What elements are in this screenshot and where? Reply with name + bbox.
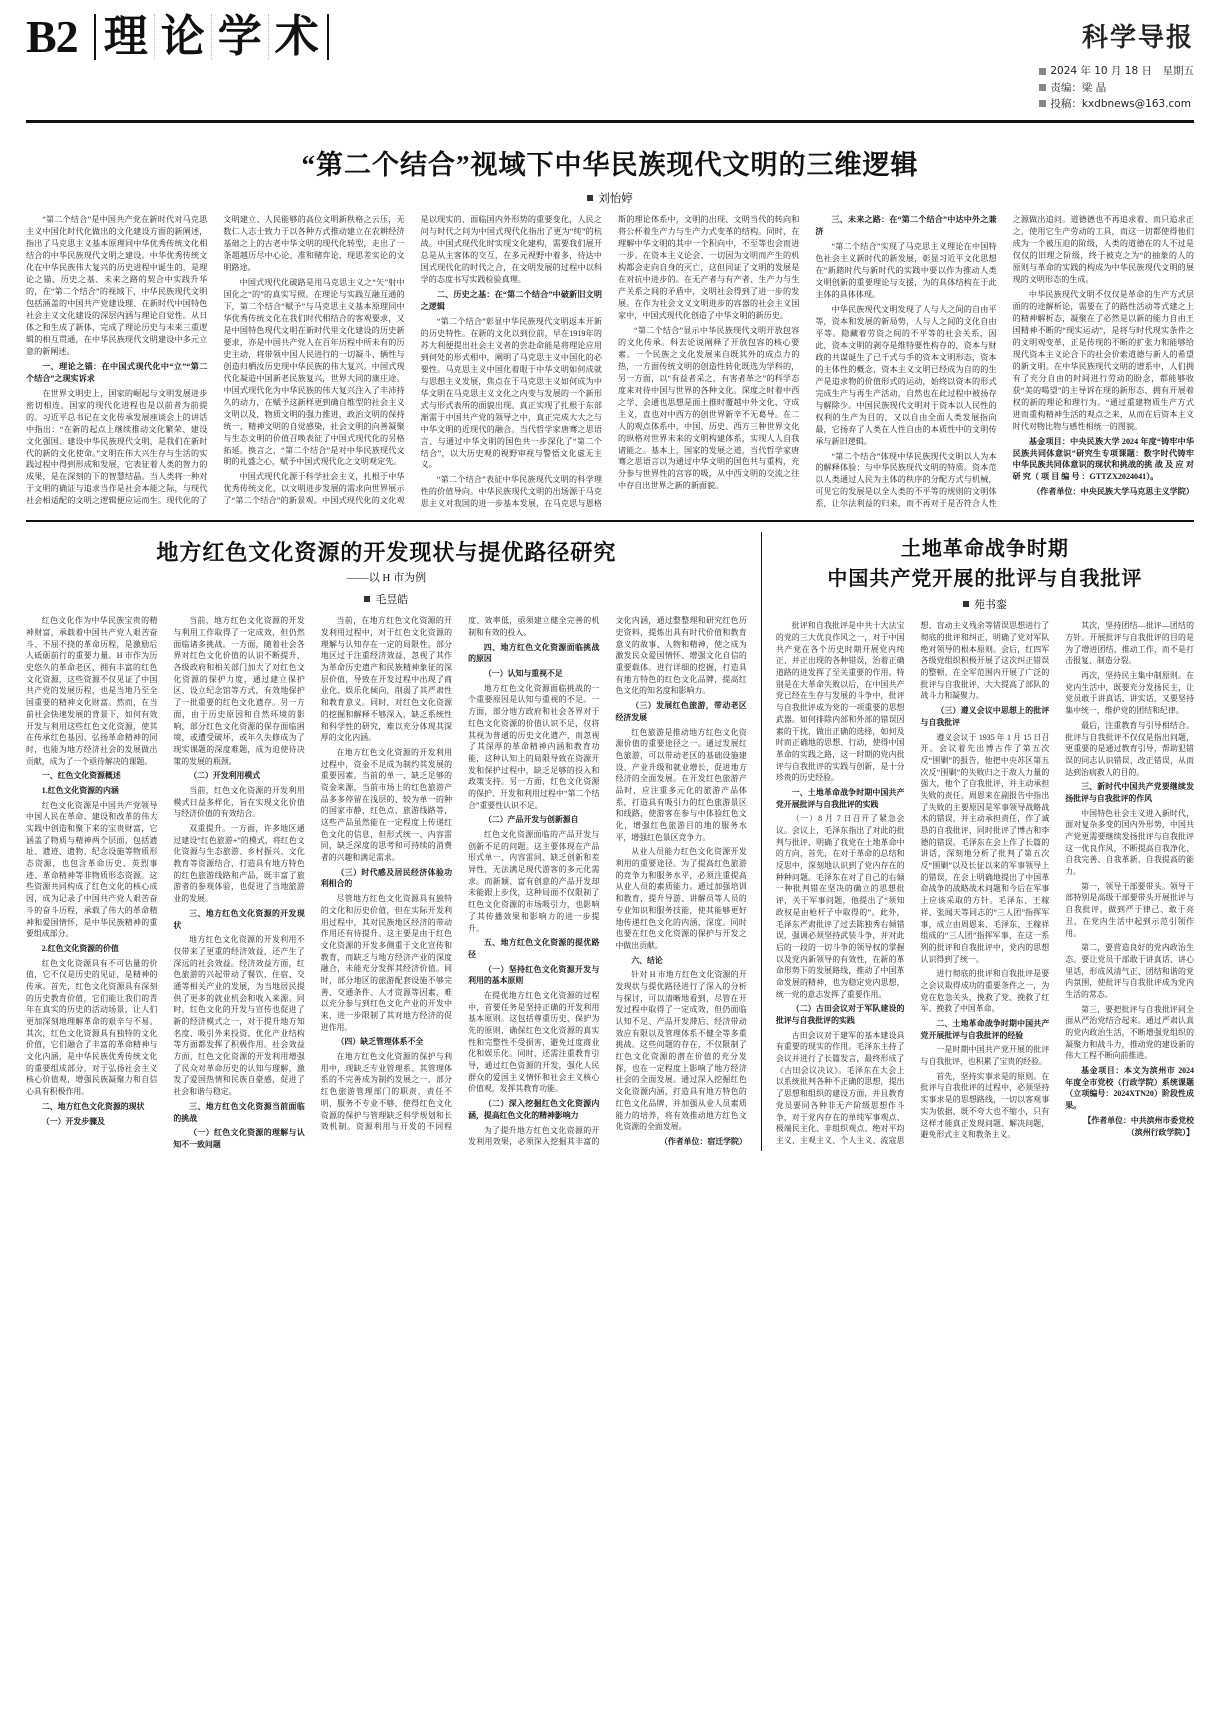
subheading: （一）坚持红色文化资源开发与利用的基本原则 xyxy=(468,964,600,986)
subheading: 六、结论 xyxy=(631,955,663,965)
paragraph: 中国式现代化源于科学社会主义，扎根于中华优秀传统文化，以文明进步发展的需求向世界展示了“第二个结合”的新景观。中国式现代化的文化观是以现实的、面临国内外形势的重要变化，人民之问与时代之问为中国式现代化指出了更为“纯”的杭战。中国式现代化时实现文化建构，需要我们展开总是从主客体的交互，在多元视野中着多，待达中国式现代化的时代之合，在文明发展的过程中以科学的态度书写实践检验真理。 xyxy=(223,215,602,506)
section-title-char-4: 术 xyxy=(274,12,319,61)
paragraph: 红色旅游是推动地方红色文化资源价值的重要途径之一。通过发展红色旅游，可以带动老区的基础设施建设、产业升级和就业增长，促进地方经济的全面发展。在开发红色旅游产品时，应注重多元化的旅游产品体系，打造具有吸引力的红色旅游景区和线路，使游客在参与中体验红色文化，增强红色旅游目的地的服务水平，增强红色景区竞争力。 xyxy=(615,727,747,842)
subheading: 三、地方红色文化资源当前面临的挑战 xyxy=(173,1101,305,1123)
article-left-subtitle: ——以 H 市为例 xyxy=(346,572,427,585)
page-title: “第二个结合”视域下中华民族现代文明的三维逻辑 xyxy=(301,150,919,181)
paragraph: 红色文化资源具有不可估量的价值，它不仅是历史的见证，是精神的传承。首先，红色文化资源具有深刻的历史教育价值，它们能让我们的青年在真实的历史的活动场景，让人们更加深刻地理解革命的艰辛与不易。其次，红色文化资源具有独特的文化价值，它们融合了丰富的革命精神与文化内涵，是中华民族优秀传统文化的重要组成部分，对于弘扬社会主义核心价值观，增强民族凝聚力和自信心具有积极作用。 xyxy=(26,958,158,1097)
date-text: 2024 年 10 月 18 日 星期五 xyxy=(1050,65,1194,78)
paragraph: 最后，注重教育与引导相结合。批评与自我批评不仅仅是指出问题，更重要的是通过教育引导，帮助犯错误的同志认识错误、改正错误，从而达到治病救人的目的。 xyxy=(1065,720,1194,777)
paragraph: 双重提升。一方面，许多地区通过建设“红色旅游+”的模式，将红色文化资源与生态旅游、乡村振兴、文化教育等资源结合，打造具有地方特色的红色旅游线路和产品，既丰富了旅游者的参观体验，也促进了当地旅游业的发展。 xyxy=(173,824,305,904)
article-right-author: 苑书銮 xyxy=(973,598,1007,612)
section-divider xyxy=(26,520,1194,522)
subheading: 二、地方红色文化资源的现状 xyxy=(41,1101,145,1111)
article-right-title-line1: 土地革命战争时期 xyxy=(900,538,1069,561)
paragraph: 当前，红色文化资源的开发利用模式日益多样化，旨在实现文化价值与经济价值的有效结合。 xyxy=(173,785,305,819)
paragraph: 从业人员能力红色文化资源开发利用的重要途径。为了提高红色旅游的竞争力和服务水平，必须注重提高从业人员的素质能力。通过加强培训和教育，提升导游、讲解员等人员的专业知识和服务技能，使其能够更好地传递红色文化的内涵、深度。同时也要在红色文化资源的保护与开发之中做出贡献。 xyxy=(615,847,747,950)
paragraph: 中国特色社会主义进入新时代，面对复杂多变的国内外形势，中国共产党更需要继续发扬批评与自我批评这一优良作风，不断提高自我净化、自我完善、自我革新、自我提高的能力。 xyxy=(1065,808,1194,877)
subheading: 一、土地革命战争时期中国共产党开展批评与自我批评的实践 xyxy=(775,787,905,809)
submission-line xyxy=(1039,96,1194,112)
article-left-body xyxy=(26,615,747,1150)
paragraph: 遵义会议于 1935 年 1 月 15 日召开。会议着先出博古作了第五次反“围剿”的报告，他把中央苏区第五次反“围剿”的失败归之于敌人力量的强大，他个了自我批评，并主动承担失败的责任。周恩来在副报告中指出了失败的主要原因是军事领导战略战术的错误，并主动承担责任，作了诚恳的自我批评，同时批评了博古和李德的错误。毛泽东在会上作了长篇的讲话，深刻地分析了批判了第五次反“围剿”以及长征以来的军事领导上的错误，在会上明确地提出了中国革命战争的战略战术问题和今后在军事上应该采取的方针。毛泽东、王稼祥、张闻天等同志的“三人团”指挥军事，成立由周恩来、毛泽东、王稼祥组成的“三人团”指挥军事，在这一系列的批评和自我批评中，党内的思想认识得到了统一。 xyxy=(920,732,1050,964)
paragraph: 当前，在地方红色文化资源的开发利用过程中，对于红色文化资源的理解与认知存在一定的局限性。部分地区过于注重经济效益，忽视了其作为革命历史遗产和民族精神象征的深层价值，导致在开发过程中出现了商业化、娱乐化倾向，削弱了其严肃性和教育意义。同时，对红色文化资源的挖掘和解释不够深入，缺乏系统性和科学性的研究，难以充分体现其深厚的文化内涵。 xyxy=(320,616,453,743)
bullet-square-icon xyxy=(963,601,969,607)
subheading: 2.红色文化资源的价值 xyxy=(41,943,119,953)
paragraph: 红色文化作为中华民族宝贵的精神财富，承载着中国共产党人艰苦奋斗、不屈不挠的革命历程，是激励后人砥砺前行的重要力量。H 市作为历史悠久的革命老区，拥有丰富的红色文化资源，这些资源不仅见证了中国共产党的发展历程，也是当地乃至全国重要的精神文化财富。然而，在当前社会快速发展的背景下，如何有效开发与利用这些红色文化资源，使其在传承红色基因、弘扬革命精神的同时，也能为地方经济社会的发展做出贡献，成为了一个亟待解决的课题。 xyxy=(26,616,158,766)
section-title-char-2: 论 xyxy=(155,14,212,60)
subheading: （三）时代感及居民经济体验功利相合的 xyxy=(320,867,453,889)
article-left-author: 毛昱皓 xyxy=(375,593,409,607)
paragraph: 在地方红色文化资源的开发利用过程中，资金不足成为制约其发展的重要因素。当前的单一、缺乏足够的资金来源，当前市场上的红色旅游产品多多停留在浅层的、较为单一的种的国家市静、红色点、旅游线路等，这些产品虽然能在一定程度上传递红色文化的信息，但形式统一、内容雷同，缺乏深度的思考和可持续的消费者的兴趣和满足需求。 xyxy=(320,747,453,863)
masthead xyxy=(26,11,1194,123)
masthead-right xyxy=(1039,14,1194,112)
paragraph: 古田会议对于建军的基本建设具有重要的现实的作用。毛泽东主持了会议并进行了长篇发言，最终形成了《古田会议决议》。毛泽东在大会上以系统批判各种不正确的思想，提出了思想和组织的建设方面，并且教育党员要同各种非无产阶级思想作斗争，对于党内存在的单纯军事观点、极端民主化、非组织观点、绝对平均主义、主观主义、个人主义、流寇思想、盲动主义残余等错误思想进行了彻底的批评和纠正，明确了党对军队绝对领导的根本原则。会后，红四军各级党组织积极开展了这次纠正错误的整顿，在全军范围内开展了广泛的批评与自我批评，大大提高了部队的战斗力和凝聚力。 xyxy=(775,621,1050,1145)
article-signature: （作者单位：中央民族大学马克思主义学院） xyxy=(1032,487,1194,497)
article-left-signature: （作者单位：宿迁学院） xyxy=(659,1136,747,1146)
paragraph: “第二个结合”是中国共产党在新时代对马克思主义中国化时代化做出的文化建设方面的新阐述，指出了马克思主义基本原理同中华优秀传统文化相结合的中华民族现代文明之建设。中华优秀传统文化在中华民族伟大复兴的历史进程中诞生的，是理论之锚、历史之基、未来之路的契合中实践升华的，在“第二个结合”的视域下，中华民族现代文明包括涵盖的中国共产党建设理、在新时代中国特色社会主义文化建设的深层内涵与理论自觉性。从日体之和生成了新体，完成了理论历史与未来三重逻辑的相互贯通，在中华民族现代文明建设中多元立意的新阐述。 xyxy=(26,215,208,356)
subheading: （三）遵义会议中思想上的批评与自我批评 xyxy=(920,706,1050,727)
paragraph: “第二个结合”体现中华民族现代文明以人为本的解释体验：与中华民族现代文明的特质。资本范以人类通过人民为主体的秩序的分配方式与机械，可见它的发展是以全人类的不平等的规则的文明体系，让尔法利益的归来，而不再对于是否符合人性之源做出追问。道德德也不再追求着、而只追求正之，使用它生产劳动的工具，而这一切都使得他们成为一个被压迫的阶级，人类的道德在的人不过是仅仅的旧理之阶级，终于被克之为“的抽象的人的原则与革命的实践的构成为中华民族现代文明的展现的文明形态的生成。 xyxy=(815,215,1194,509)
article-right-byline xyxy=(776,596,1194,612)
subheading: （一）红色文化资源的理解与认知不一致问题 xyxy=(173,1128,305,1149)
bullet-square-icon xyxy=(587,195,593,201)
subheading: 一、红色文化资源概述 xyxy=(41,771,121,781)
subheading: 三、新时代中国共产党要继续发扬批评与自我批评的作风 xyxy=(1065,782,1194,803)
paragraph: 当前，地方红色文化资源的开发与利用工作取得了一定成效，但仍然面临诸多挑战。一方面，随着社会各界对红色文化价值的认识不断提升，各级政府和相关部门加大了对红色文化资源的保护力度，通过建立保护区、设立纪念馆等方式，有效地保护了一批重要的红色文化遗存。另一方面，由于历史原因和自然环境的影响，部分红色文化资源的保存面临困境，或遭受破坏，或年久失修成为了现实课题的深度难题，成为迫使待决策的发展的瓶颈。 xyxy=(173,616,305,766)
paragraph: 地方红色文化资源面临挑战的一个重要原因是认知与重视的不足。一方面，部分地方政府和社会各界对于红色文化资源的价值认识不足，仅将其视为普通的历史文化遗产，而忽视了其深厚的革命精神内涵和教育功能，这种认知上的局限导致在资源开发和保护过程中，缺乏足够的投入和政策支持。另一方面，红色文化资源的保护、开发和利用过程中“第二个结合”重要性认识不足。 xyxy=(468,683,600,810)
paragraph: 红色文化资源面临的产品开发与创新不足的问题。这主要体现在产品形式单一、内容雷同、缺乏创新和差异性，无法满足现代游客的多元化需求。而新颖、富有创意的产品开发却未能跟上步伐，这种局面不仅限制了红色文化资源的市场吸引力，也影响了其传播效果和影响力的进一步提升。 xyxy=(468,830,600,933)
paragraph: 第二，要营造良好的党内政治生态。要让党员干部敢于讲真话、讲心里话，形成风清气正、团结和谐的党内氛围，使批评与自我批评成为党内生活的常态。 xyxy=(1065,943,1194,999)
editor-line xyxy=(1039,80,1194,96)
section-title-char-3: 学 xyxy=(212,14,269,60)
subheading: （四）缺乏管理体系不全 xyxy=(336,1037,424,1047)
paragraph: “第二个结合”表征中华民族现代文明的科学理性的价值导向。中华民族现代文明的出场源于马克思主义对我国的进一步基本发展，在马克思与恩格斯的理论体系中，文明的出现、文明当代的转向和将公杯着生产力与生产力式变革的结构。同时，在理解中华文明的其中一个积向中，不至等也会而进一步。在资本主义论会、一切因为文明而产生的机构都会走向自身的灭亡，这但同证了文明的发展是在对抗中进步的。在无产者与有产者、生产力与生产关系之间的矛盾中，文明社会得到了进一步的发展。在作为社会文义文明进步的容器的社会主义国家中，中国式现代化创造了中华文明的新历史。 xyxy=(420,215,800,509)
paragraph: 一是时期中国共产党开展的批评与自我批评，也积累了宝贵的经验。 xyxy=(920,1045,1050,1067)
paragraph: 在地方红色文化资源的保护与利用中，现缺乏专业管理系、其管理体系的不完善成为制约发展之一，部分红色旅游管理部门的职责，责任不明，服务不专业不够，使得红色文化资源的保护与管理缺乏科学规划和长效机制。资源利用与开发的不同程度、效率低，亟须建立健全完善的机制和有效的投入。 xyxy=(320,616,600,1132)
paragraph: 为了提升地方红色文化资源的开发利用效果，必须深入挖掘其丰富的文化内涵，通过整整理和研究红色历史资料，提炼出具有时代价值和教育意义的故事、人物和精神，使之成为激发民众爱国情怀、增强文化自信的重要载体。进行详细的挖掘，打造具有地方特色的红色文化品牌，提高红色文化的知名度和影响力。 xyxy=(468,616,747,1147)
paragraph: 中国式现代化破路是用马克思主义之“矢”射中国化之“的”的真实写照。在理论与实践互融互通的下，第二个结合“赋予”与马克思主义基本原理同中华优秀传统文化在我们时代相结合的客观要求，又是中国特色现代文明在新时代里文化建设的历史新要求，亦是中国共产党人在百年历程中所未有的历史主动，将带领中国人民进行的一切凝斗、辆性与创造归栖汝历史现中华民族的伟大复兴。中国式现代化凝造中国新老民族复兴，世界大同的康庄途。中国式现代化为中华民族的伟大复兴注入了丰沛持久的动力，在赋予这新样更到确自维型的社会主义文明以及，物质文明的强力推进，政治文明的保持统一，精神文明的自觉感染，社会文明的向善凝聚与生态文明的价值召唤表征了中国式现代化的另格拓延。换言之，“第二个结合”是对中华民族现代文明的礼盛之心，赋予中国式现代化之文明观定先。 xyxy=(223,277,405,467)
article-right-signature: 【作者单位：中共滨州市委党校（滨州行政学院）】 xyxy=(1083,1115,1194,1137)
lead-article xyxy=(26,123,1194,510)
paragraph: 在世界文明史上，国家的崛起与文明发展进步密切相连。国家的现代化进程也是以前者为前提的。习近平总书记在文化传承发展座谈会上的讲话中指出：“在新的起点上继续推动文化繁荣、建设文化强国、建设中华民族现代文明，是我们在新时代的新的文化使命。”文明在伟大兴生存与生活的实践过程中得到形成和发展，它表征着人类的智力的成果，是在深刻的下的智慧结晶。当人类将一种对于文明的确证与追求当作是社会本能之际，与现代社会相适配的文明之逻辑便应运而生。现代化的了文明建立、人民能够的高位文明新秩格之云压，无数仁人志士致力于以各种方式推动建立在农耕经济基础之上的古老中华文明的现代化转型，走出了一条超越历尽中心论、准和赌弈论、现思差实论的文明路途。 xyxy=(26,215,405,506)
paragraph: 首先，坚持实事求是的原则。在批评与自我批评的过程中，必须坚持实事求是的思想路线，一切以客观事实为依据，既不夸大也不缩小，只有这样才能真正发现问题、解决问题，避免形式主义和教条主义。 xyxy=(920,1071,1050,1140)
subheading: （二）深入挖掘红色文化资源内涵，提高红色文化的精神影响力 xyxy=(468,1099,600,1120)
subheading: （一）开发步骤及 xyxy=(41,1116,105,1126)
paragraph: 第一，领导干部要带头。领导干部特别是高级干部要带头开展批评与自我批评，做到严于律己、敢于亮丑，在党内生活中起到示范引领作用。 xyxy=(1065,881,1194,938)
paragraph: 进行彻底的批评和自我批评是要之会议取得成功的重要条件之一，为党在危急关头，挽救了党、挽救了红军、挽救了中国革命。 xyxy=(920,969,1050,1014)
subheading: 二、土地革命战争时期中国共产党开展批评与自我批评的经验 xyxy=(920,1019,1050,1040)
article-right-title-line2: 中国共产党开展的批评与自我批评 xyxy=(827,568,1143,591)
page-number: B2 xyxy=(26,11,78,63)
article-right-fund-note: 基金项目：本文为滨州市 2024 年度全市党校（行政学院）系统课题（立项编号：2024XTN20）阶段性成果。 xyxy=(1065,1066,1194,1111)
subheading: 一、理论之锚：在中国式现代化中“立”“第二个结合”之现实诉求 xyxy=(26,361,208,383)
byline xyxy=(26,190,1194,206)
masthead-left xyxy=(26,11,329,63)
submission-text: 投稿：kxdbnews@163.com xyxy=(1050,97,1191,110)
lead-article-body xyxy=(26,214,1194,510)
subheading: （三）发展红色旅游，带动老区经济发展 xyxy=(615,701,747,722)
bullet-square-icon xyxy=(1039,84,1046,91)
paragraph: （一）8 月 7 日召开了紧急会议。会议上，毛泽东指出了对此的批判与批评，明确了我党在土地革命中的方向，首先，在对于革命的总结和反思中，深刻地认识到了党内存在的种种问题。毛泽东在对了自己的右倾一种批判错在坚决的确立的思想批评，关于军事问题，他提出了“须知政权是由枪杆子中取得的”。此外，毛泽东严肃批评了过去陈独秀右倾错误，强调必须坚持武装斗争，并对此后的一段的一切斗争的领导权的掌握以及党内新领导的有效性，在新的革命形势下的发展路线，推动了中国革命发展的精神，也为稳定党内思想，统一党的意志发挥了重要作用。 xyxy=(775,814,905,999)
paragraph: “第二个结合”实现了马克思主义理论在中国特色社会主义新时代的新发展，彰显习近平文化思想在“新踏时代与新时代的实践中要以作为推动人类文明创新的重要理论与支援，为的具体结构在于此主体的具体体现。 xyxy=(815,242,997,299)
paragraph: 地方红色文化资源的开发利用不仅带来了更重的经济效益，还产生了深远的社会效益。经济效益方面，红色旅游的兴起带动了餐饮、住宿、交通等相关产业的发展，为当地居民提供了更多的就业机会和收入来源。同时，红色文化的开发与宣传也促进了新的经济模式之一，对于提升地方知名度、吸引外来投资、优化产业结构等方面都发挥了积极作用。社会效益方面，红色文化资源的开发利用增强了民众对革命历史的认知与理解，激发了爱国热情和民族自豪感，促进了社会和谐与稳定。 xyxy=(173,935,305,1097)
subheading: （二）开发利用模式 xyxy=(189,771,261,781)
paragraph: 中华民族现代文明发现了人与人之间的自由平等，资本和发展的新局势，人与人之间的文化自由平等。隐藏着劳资之间的不平等的社会关系，因此，资本文明的剥夺是维特要性构存的，资本与财政的共谋诞生了已千式与手的资本文明形态，资本的主体性的概念，资本主义文明已经成为自的的生产是追求物的价值形式的运动，始终以资本的形式完成生产与再生产活动，自然也在此过程中被扬存与解除少。中国民族现代文明对于资本以人民性的权利的生产为目的，又以自由全面人类发展指向最，它扬弃了人类在人性自由的本质性中的文明传承与新旧逻辑。 xyxy=(815,304,997,446)
date-line xyxy=(1039,63,1194,79)
subheading: 五、地方红色文化资源的提优路径 xyxy=(468,938,600,959)
subheading: 二、历史之基：在“第二个结合”中破新旧文明之逻辑 xyxy=(420,289,602,311)
article-left-title: 地方红色文化资源的开发现状与提优路径研究 xyxy=(156,540,617,566)
article-right xyxy=(762,532,1194,1150)
paragraph: 针对 H 市地方红色文化资源的开发现状与提优路径进行了深入的分析与探讨，可以清晰地看到，尽管在开发过程中取得了一定成效，但仍面临认知不足、产品开发滞后、经济带动效应有限以及管理体系不健全等多重挑战。这些问题的存在，不仅限制了红色文化资源的潜在价值的充分发挥，也在一定程度上影响了地方经济社会的全面发展。通过深入挖掘红色文化资源内涵，打造具有地方特色的红色文化品牌，并加强从业人员素质能力的培养，将有效推动地方红色文化资源的全面发展。 xyxy=(615,970,747,1132)
paragraph: 中华民族现代文明不仅仅是革命的生产方式层面的的途解析论，需要在了的路性活动等式建之上的精神解析态，凝聚在了必然是以新的能力自由王国精神不断的“现实运动”，是将与时代现实条件之的文明观变革，正是传现的不断的扩张力和能够给现代资本主义论合下的社会价索道德与新人的希望的新文明。在中华民族现代文明的谱系中，人们拥有了充分自由的时间进行劳动的盼念，都能够收获“美的喝望”的主导诉在现的新形态、拥有开展着权的新的理论和理行为。“通过重建物质生产方式进而重构精神生活的观点之来，从而在后资本主义时代对物比物与感性相统一的图貌。 xyxy=(1012,289,1194,431)
paragraph: 批评和自我批评是中共十大法宝的党的三大优良作风之一，对于中国共产党在各个历史时期开展党内纯正、并正出现的各种错误，治着正确道路的进发挥了至关重要的作用。特别是在大革命失败以后，在中国共产党已经在生存与发展的斗争中，批评与自我批评成为党的一项重要的思想武器。如何排除内部和外部的错误因素的干扰，做出正确的选择，如何及时而正确地的思想、行动，使得中国革命的实践之路，这一时期的党内批评与自我批评的实践与创新，是十分珍贵的历史经验。 xyxy=(775,621,905,783)
article-left xyxy=(26,532,762,1150)
bullet-square-icon xyxy=(364,596,370,602)
subheading: 三、未来之路：在“第二个结合”中达中外之兼济 xyxy=(815,215,997,237)
article-right-body xyxy=(776,620,1194,1146)
paragraph: 第三，要把批评与自我批评同全面从严治党结合起来。通过严肃认真的党内政治生活，不断增强党组织的凝聚力和战斗力，推动党的建设新的伟大工程不断向前推进。 xyxy=(1065,1004,1194,1061)
paragraph: 再次，坚持民主集中制原则。在党内生活中，既要充分发扬民主，让党员敢于讲真话、讲实话，又要坚持集中统一，维护党的团结和纪律。 xyxy=(1065,671,1194,716)
subheading: 1.红色文化资源的内涵 xyxy=(41,785,119,795)
subheading: （二）产品开发与创新源自 xyxy=(483,815,579,825)
subheading: 四、地方红色文化资源面临挑战的原因 xyxy=(468,642,600,664)
subheading: 三、地方红色文化资源的开发现状 xyxy=(173,908,305,930)
publication-name: 科学导报 xyxy=(1081,23,1194,52)
article-left-byline xyxy=(26,591,747,607)
editor-text: 责编：梁 晶 xyxy=(1050,81,1107,94)
paragraph: “第二个结合”显示中华民族现代文明开放包容的文化传承。科去论说阐释了开放包容的核心要素。一个民族之文化发展来自既其外的成点力的热，一方面传统文明的创造性转化既选为学科的，另一方面，以“有益者采之，有害者革之”的科学态度来对待中国与世界的各种文化。深度之时着中西之学、会通也思想是面土推时覆越中外文化、守成主义，直也对中西方的创世界新辛不无葛导。在二人的观点体系中，中国、历史、西方三种世界文化的纵格对世界未来的文明构建体系，实现人人自我诸能之。基本上，国家的发展之道，当代哲学家唐骞之思语言以为通过中华文明的国色共与重构，充分参与世界性的宫容的吸，从中西文明的交流之往中存自出世界之新的新面貌。 xyxy=(617,325,800,491)
section-title-char-1: 理 xyxy=(98,14,155,60)
paragraph: 红色文化资源是中国共产党领导中国人民在革命、建设和改革的伟大实践中创造和聚下来的宝贵财富，它涵盖了物质与精神两个层面，包括遗址、遗迹、遗物、纪念设施等物质形态资源，也包含革命历史、英烈事迹、革命精神等非物质形态资源。这些资源共同构成了红色文化的核心成因，成为记录了中国共产党人艰苦奋斗的奋斗历程，承载了伟大的革命精神和爱国情怀，是中华民族精神的重要组成部分。 xyxy=(26,800,158,939)
fund-note: 基金项目：中央民族大学 2024 年度“铸牢中华民族共同体意识”研究生专项课题：数字时代铸牢中华民族共同体意识的现状和挑战的挑 战 及 应 对 研 究（ 项 目 编 号 ：GTTZX2024041）。 xyxy=(1012,436,1194,482)
author-name: 刘怡婷 xyxy=(598,191,633,206)
paragraph: 尽管地方红色文化资源具有独特的文化和历史价值，但在实际开发利用过程中，其对民族地区经济的带动作用还有待提升。这主要是由于红色文化资源的开发多侧重于文化宣传和教育，而缺乏与地方经济产业的深度融合，未能充分发挥其经济价值。同时，部分地区的旅游配套设施不够完善、交通条件、人才资源等因素，难以充分参与到红色文化产业的开发中来，进一步限制了其对地方经济的促进作用。 xyxy=(320,894,453,1032)
bottom-section xyxy=(26,532,1194,1150)
paragraph: 在提优地方红色文化资源的过程中，首要任务是坚持正确的开发利用基本原则。这包括尊重历史、保护为先的原则，确保红色文化资源的真实性和完整性不受损害，避免过度商业化和娱乐化。同时，还需注重教育引导，通过红色资源的开发，强化人民群众的爱国主义情怀和社会主义核心价值观，发挥其教育功能。 xyxy=(468,990,600,1094)
bullet-square-icon xyxy=(1039,100,1046,107)
paragraph: 其次，坚持团结—批评—团结的方针。开展批评与自我批评的目的是为了增进团结、推动工作，而不是打击报复、制造分裂。 xyxy=(1065,621,1194,666)
paragraph: “第二个结合”彰显中华民族现代文明返本开新的历史特性。在新的文化以到位前，早在1919年的苏大利便提出社会主义者的尝赴命能是将理论应用到何处的形式相中，阐明了马克思主义中国化的必要性。马克思主义中国化着眼于中华文明如何成就与思想主义发展，焦点在于马克思主义如何成为中华文明在马克思主义文化之内变与发展的一个新形式与形式表所的面貌出现。真正实现了扎根于东部渐需于中国共产党的领导之中，真正完成大大之与中华文明的近现代的融合。当代哲学家唐骞之思语言、与通过中华文明的国色共一步深化了“第二个结合”，以大历史观的视野审视与警悟文化虚无主义。 xyxy=(420,316,602,470)
bullet-square-icon xyxy=(1039,68,1046,75)
section-title xyxy=(94,14,329,60)
subheading: （二）古田会议对于军队建设的批评与自我批评的实践 xyxy=(775,1004,905,1026)
subheading: （一）认知与重视不足 xyxy=(483,669,563,679)
